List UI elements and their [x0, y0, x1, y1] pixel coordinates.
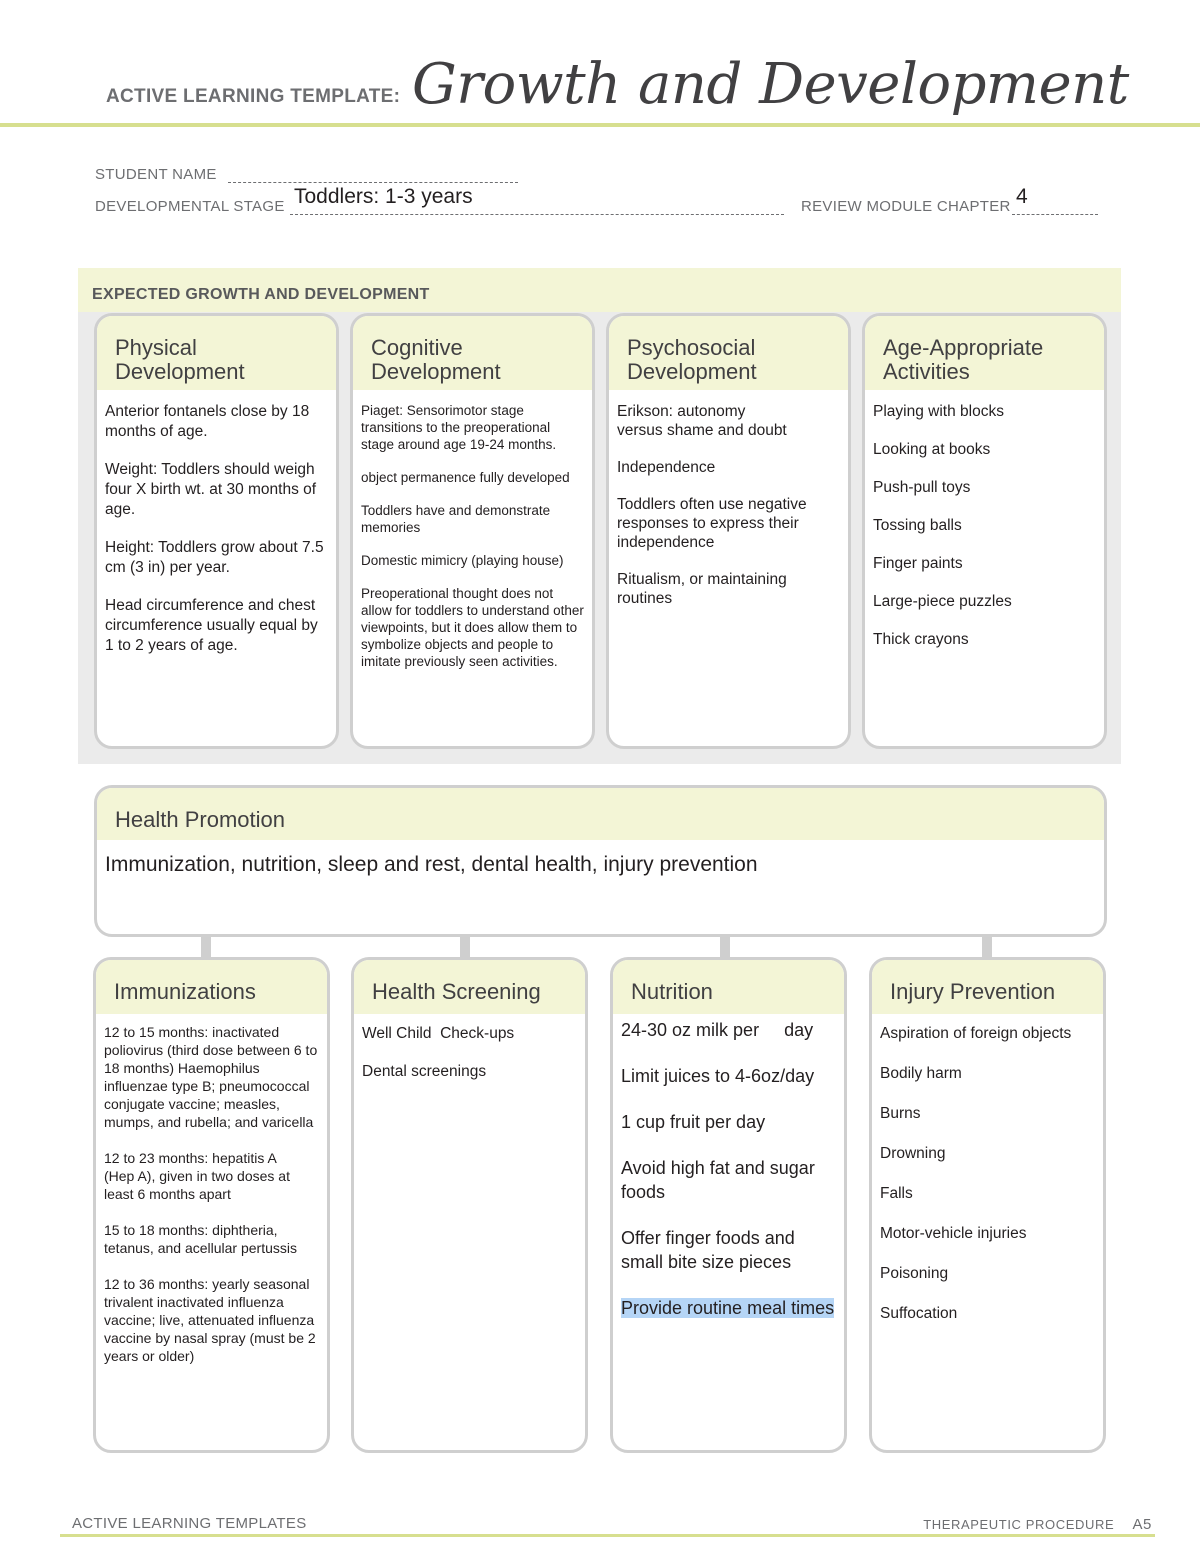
list-item: Finger paints [873, 555, 963, 572]
card-header [97, 788, 1104, 840]
list-item: Poisoning [880, 1265, 949, 1282]
chapter-label: REVIEW MODULE CHAPTER [801, 198, 1011, 215]
footer-left-text: ACTIVE LEARNING TEMPLATES [72, 1515, 307, 1532]
page-number: A5 [1132, 1516, 1152, 1533]
card-header [354, 960, 585, 1014]
nutrition-title: Nutrition [631, 979, 713, 1004]
list-item: Offer finger foods and small bite size pieces [621, 1228, 795, 1272]
developmental-stage-value: Toddlers: 1-3 years [294, 185, 473, 208]
list-item: Domestic mimicry (playing house) [361, 553, 564, 568]
chapter-value: 4 [1016, 185, 1028, 208]
immunizations-card [93, 957, 330, 1453]
card-title-line1: Psychosocial [627, 335, 756, 360]
list-item: Piaget: Sensorimotor stage transitions to the preoperational stage around age 19-24 months. [361, 403, 557, 452]
psychosocial-development-card [606, 313, 851, 749]
card-title-line1: Physical [115, 335, 197, 360]
footer-divider [60, 1534, 1155, 1537]
card-header [609, 316, 848, 390]
list-item: Looking at books [873, 441, 991, 458]
list-item: Preoperational thought does not allow for toddlers to understand other viewpoints, but it does allow them to symbolize objects and people to imitate previously seen activities. [361, 586, 584, 669]
list-item: Suffocation [880, 1305, 958, 1322]
list-item: Large-piece puzzles [873, 593, 1012, 610]
card-title-line2: Development [115, 359, 245, 384]
list-item: Weight: Toddlers should weigh four X birth wt. at 30 months of age. [105, 461, 317, 518]
list-item: Bodily harm [880, 1065, 962, 1082]
list-item: Toddlers often use negative responses to express their independence [617, 496, 807, 551]
list-item: 12 to 23 months: hepatitis A (Hep A), given in two doses at least 6 months apart [104, 1150, 290, 1202]
header-divider [0, 123, 1200, 127]
list-item: Head circumference and chest circumference usually equal by 1 to 2 years of age. [105, 597, 318, 654]
list-item: Dental screenings [362, 1063, 487, 1080]
list-item: 12 to 15 months: inactivated poliovirus (third dose between 6 to 18 months) Haemophilus influenzae type B; pneumococcal conjugate vaccine; measles, mumps, and rubella; and varicella [104, 1024, 318, 1130]
immunizations-title: Immunizations [114, 979, 256, 1004]
card-header [613, 960, 844, 1014]
connector [460, 934, 470, 958]
list-item: Drowning [880, 1145, 946, 1162]
selected-text[interactable]: Provide routine meal times [621, 1298, 835, 1318]
card-header [96, 960, 327, 1014]
student-name-field[interactable] [228, 182, 518, 183]
card-header [353, 316, 592, 390]
list-item: Avoid high fat and sugar foods [621, 1158, 815, 1202]
injury-prevention-title: Injury Prevention [890, 979, 1056, 1004]
list-item: 15 to 18 months: diphtheria, tetanus, and acellular pertussis [104, 1222, 297, 1256]
list-item: Well Child Check-ups [362, 1025, 515, 1042]
card-title-line2: Activities [883, 359, 970, 384]
injury-prevention-card [869, 957, 1106, 1453]
connector [982, 934, 992, 958]
list-item: Aspiration of foreign objects [880, 1025, 1072, 1042]
list-item: Height: Toddlers grow about 7.5 cm (3 in) per year. [105, 539, 324, 576]
list-item: Falls [880, 1185, 913, 1202]
template-label: ACTIVE LEARNING TEMPLATE: [106, 86, 401, 107]
list-item: 24-30 oz milk per day [621, 1020, 814, 1040]
card-header [865, 316, 1104, 390]
list-item: Playing with blocks [873, 403, 1004, 420]
list-item: Anterior fontanels close by 18 months of age. [105, 403, 310, 440]
cognitive-development-card [350, 313, 595, 749]
health-promotion-text: Immunization, nutrition, sleep and rest, dental health, injury prevention [105, 853, 758, 876]
age-appropriate-activities-card [862, 313, 1107, 749]
list-item: Tossing balls [873, 517, 962, 534]
footer-right-label: THERAPEUTIC PROCEDURE [923, 1517, 1115, 1532]
list-item: Burns [880, 1105, 921, 1122]
card-title-line2: Development [371, 359, 501, 384]
health-screening-card [351, 957, 588, 1453]
developmental-stage-label: DEVELOPMENTAL STAGE [95, 198, 285, 215]
health-screening-title: Health Screening [372, 979, 541, 1004]
footer-right [923, 1516, 1152, 1533]
connector [720, 934, 730, 958]
list-item: Limit juices to 4-6oz/day [621, 1066, 815, 1086]
list-item: object permanence fully developed [361, 470, 570, 485]
list-item: Erikson: autonomy versus shame and doubt [617, 403, 787, 439]
list-item: Toddlers have and demonstrate memories [361, 503, 551, 535]
card-header [872, 960, 1103, 1014]
card-header [97, 316, 336, 390]
list-item: Push-pull toys [873, 479, 971, 496]
list-item: 12 to 36 months: yearly seasonal trivalent inactivated influenza vaccine; live, attenuated influenza vaccine by nasal spray (must be 2 years or older) [104, 1276, 316, 1364]
health-promotion-card [94, 785, 1107, 937]
list-item: Independence [617, 459, 716, 476]
connector [201, 934, 211, 958]
card-title-line2: Development [627, 359, 757, 384]
card-title-line1: Cognitive [371, 335, 463, 360]
health-promotion-title: Health Promotion [115, 807, 285, 832]
student-name-label: STUDENT NAME [95, 166, 217, 183]
physical-development-card [94, 313, 339, 749]
expected-growth-title: EXPECTED GROWTH AND DEVELOPMENT [92, 286, 430, 303]
page-title: Growth and Development [412, 52, 1129, 117]
developmental-stage-field[interactable] [290, 214, 784, 215]
list-item: Motor-vehicle injuries [880, 1225, 1027, 1242]
list-item: 1 cup fruit per day [621, 1112, 766, 1132]
list-item: Thick crayons [873, 631, 969, 648]
nutrition-card [610, 957, 847, 1453]
card-title-line1: Age-Appropriate [883, 335, 1044, 360]
list-item: Ritualism, or maintaining routines [617, 571, 787, 607]
chapter-field[interactable] [1012, 214, 1098, 215]
